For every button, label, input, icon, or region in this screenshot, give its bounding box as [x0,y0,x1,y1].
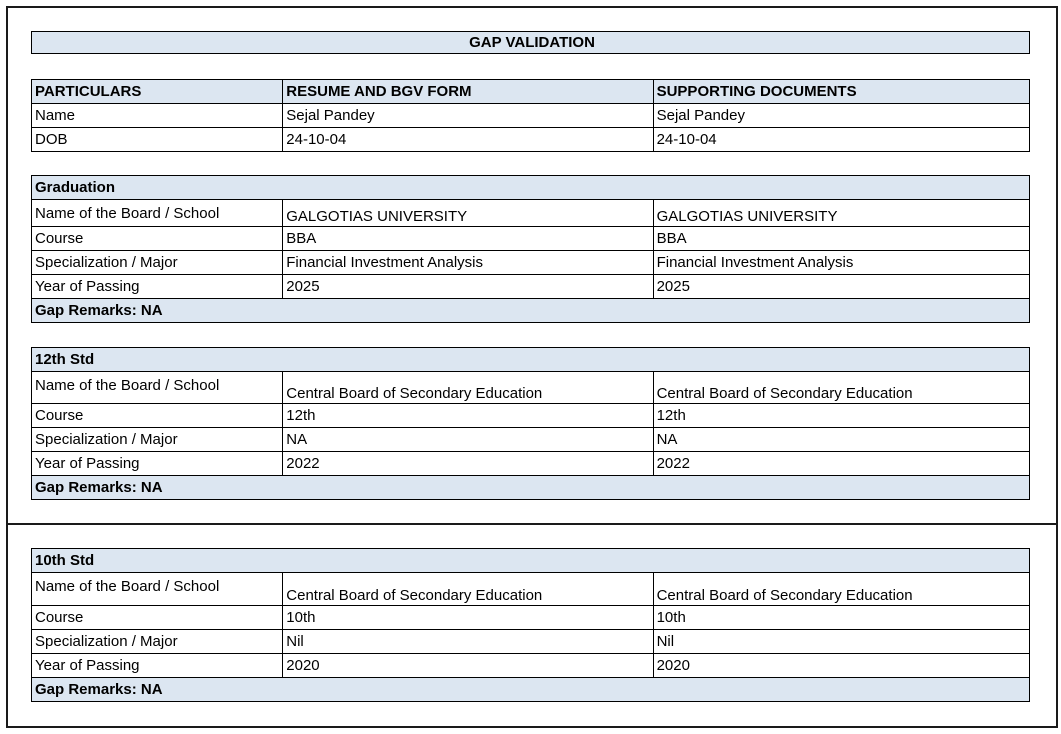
table-row [32,606,1030,630]
resume-value: 12th [283,404,653,428]
table-row [32,630,1030,654]
row-label: Name of the Board / School [32,200,283,227]
resume-value: 2022 [283,452,653,476]
resume-value: Central Board of Secondary Education [283,573,653,606]
row-label: Course [32,227,283,251]
header-particulars: PARTICULARS [32,80,283,104]
docs-value: NA [653,428,1029,452]
table-row [32,573,1030,606]
gap-remarks-graduation: Gap Remarks: NA [32,299,1030,323]
docs-value: GALGOTIAS UNIVERSITY [653,200,1029,227]
page-title: GAP VALIDATION [32,32,1030,54]
table-row [32,251,1030,275]
docs-value: Central Board of Secondary Education [653,573,1029,606]
resume-value: 10th [283,606,653,630]
table-row [32,404,1030,428]
resume-value: Nil [283,630,653,654]
docs-value: 12th [653,404,1029,428]
gap-remarks-10th: Gap Remarks: NA [32,678,1030,702]
table-row [32,428,1030,452]
table-row [32,372,1030,404]
table-row [32,654,1030,678]
resume-value: NA [283,428,653,452]
row-label: Specialization / Major [32,251,283,275]
docs-value: Central Board of Secondary Education [653,372,1029,404]
docs-value: 2020 [653,654,1029,678]
table-row [32,104,1030,128]
resume-value: 24-10-04 [283,128,653,152]
table-row [32,200,1030,227]
row-label: Specialization / Major [32,630,283,654]
docs-value: 10th [653,606,1029,630]
column-header-row [32,80,1030,104]
row-label: Year of Passing [32,275,283,299]
personal-details-table [31,79,1030,152]
row-label: Year of Passing [32,452,283,476]
row-label: Specialization / Major [32,428,283,452]
table-row [32,227,1030,251]
resume-value: BBA [283,227,653,251]
docs-value: Nil [653,630,1029,654]
docs-value: BBA [653,227,1029,251]
section-heading-graduation: Graduation [32,176,1030,200]
docs-value: Sejal Pandey [653,104,1029,128]
row-label: Name of the Board / School [32,372,283,404]
header-resume-bgv: RESUME AND BGV FORM [283,80,653,104]
resume-value: 2020 [283,654,653,678]
row-label: Name [32,104,283,128]
section-heading-12th: 12th Std [32,348,1030,372]
row-label: Year of Passing [32,654,283,678]
docs-value: 2025 [653,275,1029,299]
docs-value: 2022 [653,452,1029,476]
table-row [32,128,1030,152]
section-heading-10th: 10th Std [32,549,1030,573]
row-label: Name of the Board / School [32,573,283,606]
header-supporting-docs: SUPPORTING DOCUMENTS [653,80,1029,104]
row-label: Course [32,404,283,428]
row-label: Course [32,606,283,630]
docs-value: Financial Investment Analysis [653,251,1029,275]
resume-value: Central Board of Secondary Education [283,372,653,404]
resume-value: Sejal Pandey [283,104,653,128]
gap-validation-title-table [31,31,1030,54]
twelfth-std-table [31,347,1030,500]
tenth-std-table [31,548,1030,702]
gap-remarks-12th: Gap Remarks: NA [32,476,1030,500]
resume-value: GALGOTIAS UNIVERSITY [283,200,653,227]
table-row [32,275,1030,299]
graduation-table [31,175,1030,323]
docs-value: 24-10-04 [653,128,1029,152]
table-row [32,452,1030,476]
row-label: DOB [32,128,283,152]
resume-value: 2025 [283,275,653,299]
resume-value: Financial Investment Analysis [283,251,653,275]
